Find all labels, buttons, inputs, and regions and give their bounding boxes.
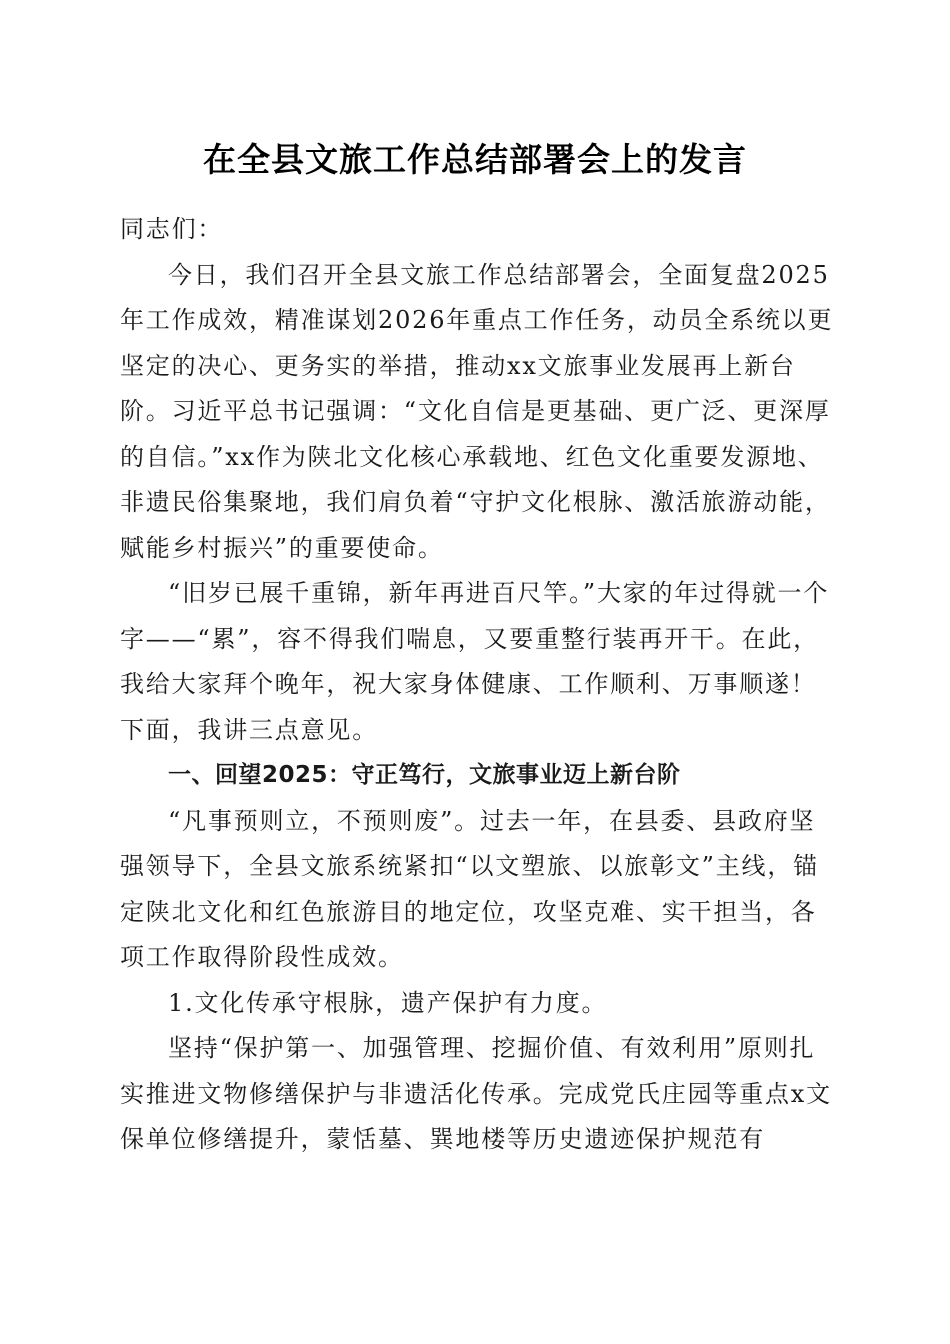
paragraph-intro: 今日，我们召开全县文旅工作总结部署会，全面复盘2025年工作成效，精准谋划2026年重点工作任务，动员全系统以更坚定的决心、更务实的举措，推动xx文旅事业发展再上新台阶。习近平总书记强调：“文化自信是更基础、更广泛、更深厚的自信。”xx作为陕北文化核心承载地、红色文化重要发源地、非遗民俗集聚地，我们肩负着“守护文化根脉、激活旅游动能，赋能乡村振兴”的重要使命。 bbox=[120, 260, 834, 562]
salutation: 同志们： bbox=[120, 215, 224, 243]
section-heading-1: 一、回望2025：守正笃行，文旅事业迈上新台阶 bbox=[168, 762, 681, 788]
paragraph-review: “凡事预则立，不预则废”。过去一年，在县委、县政府坚强领导下，全县文旅系统紧扣“以文塑旅、以旅彰文”主线，锚定陕北文化和红色旅游目的地定位，攻坚克难、实干担当，各项工作取得阶段性成效。 bbox=[120, 806, 819, 971]
document-body bbox=[120, 207, 840, 1163]
document-title: 在全县文旅工作总结部署会上的发言 bbox=[203, 140, 747, 179]
paragraph-heritage: 坚持“保护第一、加强管理、挖掘价值、有效利用”原则扎实推进文物修缮保护与非遗活化传承。完成党氏庄园等重点x文保单位修缮提升，蒙恬墓、巽地楼等历史遗迹保护规范有 bbox=[120, 1034, 832, 1153]
paragraph-new-year: “旧岁已展千重锦，新年再进百尺竿。”大家的年过得就一个字——“累”，容不得我们喘息，又要重整行装再开干。在此，我给大家拜个晚年，祝大家身体健康、工作顺利、万事顺遂！下面，我讲三点意见。 bbox=[120, 579, 830, 744]
subheading-1: 1.文化传承守根脉，遗产保护有力度。 bbox=[168, 988, 608, 1017]
